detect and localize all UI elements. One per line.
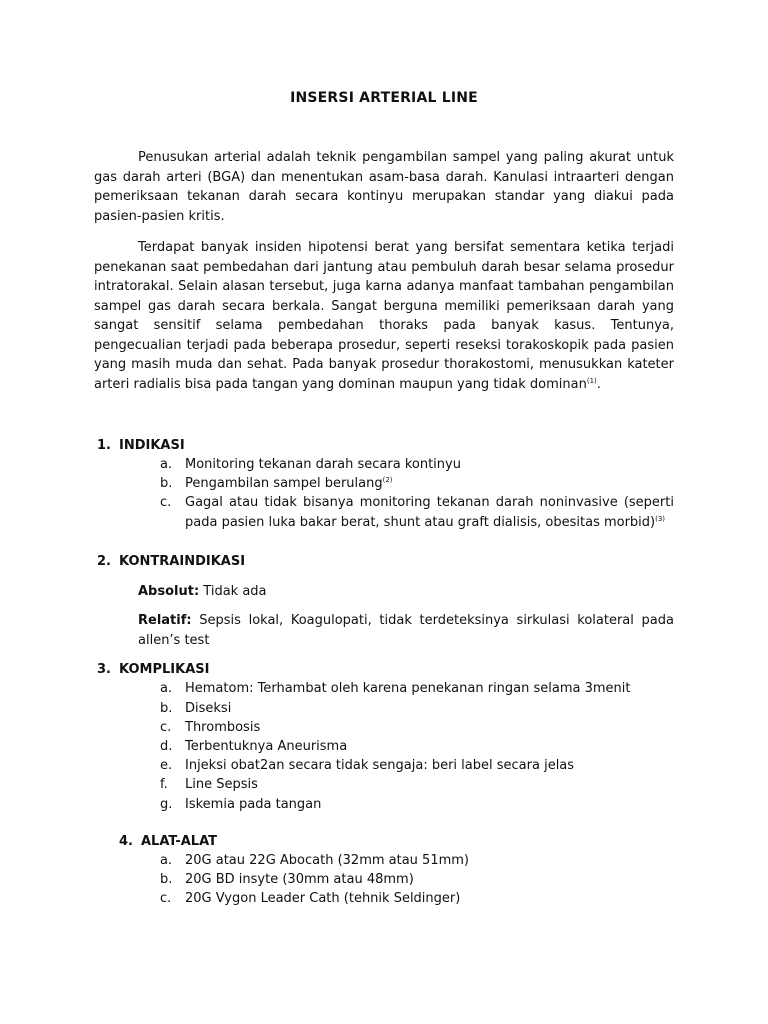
document-title: INSERSI ARTERIAL LINE <box>290 90 478 106</box>
list-marker: g. <box>160 796 173 812</box>
section-heading-indikasi <box>94 436 674 455</box>
list-item <box>160 775 674 794</box>
reference-3: (3) <box>655 514 666 523</box>
list-item-text <box>185 474 674 493</box>
relatif-text: Sepsis lokal, Koagulopati, tidak terdeteksinya sirkulasi kolateral pada allen’s test <box>138 613 674 648</box>
list-item <box>160 493 674 531</box>
list-marker: a. <box>160 681 173 697</box>
absolut-text: Tidak ada <box>199 583 267 599</box>
section-heading-komplikasi <box>94 660 674 679</box>
list-item <box>160 474 674 493</box>
kontraindikasi-relatif <box>138 611 674 650</box>
list-marker: b. <box>160 700 173 716</box>
list-marker: e. <box>160 758 173 774</box>
list-text: Thrombosis <box>185 719 261 735</box>
list-marker: d. <box>160 738 173 754</box>
list-text: Hematom: Terhambat oleh karena penekanan ringan selama 3menit <box>185 681 631 697</box>
list-item <box>160 718 674 737</box>
list-item <box>160 679 674 698</box>
komplikasi-list <box>94 679 674 813</box>
kontraindikasi-absolut <box>138 582 674 602</box>
section-kontraindikasi <box>94 552 674 651</box>
list-item-text <box>185 455 674 474</box>
list-marker: c. <box>160 891 172 907</box>
list-item <box>160 870 674 889</box>
list-text: Iskemia pada tangan <box>185 796 322 812</box>
section-komplikasi <box>94 660 674 813</box>
indikasi-list <box>94 455 674 532</box>
reference-2: (2) <box>382 476 393 485</box>
relatif-label: Relatif: <box>138 613 192 629</box>
list-text: Pengambilan sampel berulang <box>185 476 383 492</box>
list-text: Injeksi obat2an secara tidak sengaja: beri label secara jelas <box>185 758 575 774</box>
paragraph-end-mark: . <box>596 376 601 392</box>
list-item <box>160 756 674 775</box>
section-indikasi <box>94 436 674 532</box>
section-heading-text: KONTRAINDIKASI <box>119 553 246 569</box>
section-number: 2. <box>97 553 111 569</box>
section-number: 3. <box>97 662 111 678</box>
alat-list <box>94 851 674 909</box>
section-alat <box>94 832 674 909</box>
paragraph-hipotensi-text: Terdapat banyak insiden hipotensi berat yang bersifat sementara ketika terjadi penekanan saat pembedahan dari jantung atau pembuluh darah besar selama prosedur intratorakal. Selain alasan tersebut, juga karna adanya manfaat tambahan pengambilan sampel gas darah secara berkala. Sangat berguna memiliki pemeriksaan darah yang sangat sensitif selama pembedahan thoraks pada banyak kasus. Tentunya, pengecualian terjadi pada beberapa prosedur, seperti reseksi torakoskopik pada pasien yang masih muda dan sehat. Pada banyak prosedur thorakostomi, menusukkan kateter arteri radialis bisa pada tangan yang dominan maupun yang tidak dominan <box>94 240 674 392</box>
list-text: Gagal atau tidak bisanya monitoring tekanan darah noninvasive (seperti pada pasien luka bakar berat, shunt atau graft dialisis, obesitas morbid) <box>185 495 674 530</box>
list-text: 20G atau 22G Abocath (32mm atau 51mm) <box>185 852 469 868</box>
list-item <box>160 851 674 870</box>
list-text: Line Sepsis <box>185 777 258 793</box>
section-heading-text: INDIKASI <box>119 438 185 453</box>
list-marker: c. <box>160 495 172 511</box>
section-heading-alat <box>116 832 674 851</box>
list-item <box>160 699 674 718</box>
list-marker: f. <box>160 777 168 793</box>
list-text: Monitoring tekanan darah secara kontinyu <box>185 457 461 472</box>
list-item <box>160 455 674 474</box>
list-item-text <box>185 493 674 531</box>
list-text: 20G Vygon Leader Cath (tehnik Seldinger) <box>185 891 461 907</box>
section-number: 1. <box>97 438 111 453</box>
list-marker: a. <box>160 852 173 868</box>
list-item <box>160 889 674 908</box>
reference-1: (1) <box>586 376 597 385</box>
list-text: Diseksi <box>185 700 232 716</box>
paragraph-hipotensi <box>94 238 674 394</box>
paragraph-intro-text: Penusukan arterial adalah teknik pengambilan sampel yang paling akurat untuk gas darah arteri (BGA) dan menentukan asam-basa darah. Kanulasi intraarteri dengan pemeriksaan tekanan darah secara kontinyu merupakan standar yang diakui pada pasien-pasien kritis. <box>94 150 674 224</box>
section-number: 4. <box>119 833 133 849</box>
list-marker: b. <box>160 476 173 492</box>
section-heading-kontraindikasi <box>94 552 674 571</box>
section-heading-text: ALAT-ALAT <box>141 833 218 849</box>
paragraph-intro <box>94 148 674 226</box>
list-marker: b. <box>160 871 173 887</box>
list-text: 20G BD insyte (30mm atau 48mm) <box>185 871 414 887</box>
absolut-label: Absolut: <box>138 583 200 599</box>
list-text: Terbentuknya Aneurisma <box>185 738 348 754</box>
list-item <box>160 737 674 756</box>
list-item <box>160 795 674 814</box>
list-marker: c. <box>160 719 172 735</box>
list-marker: a. <box>160 457 173 472</box>
section-heading-text: KOMPLIKASI <box>119 662 210 678</box>
